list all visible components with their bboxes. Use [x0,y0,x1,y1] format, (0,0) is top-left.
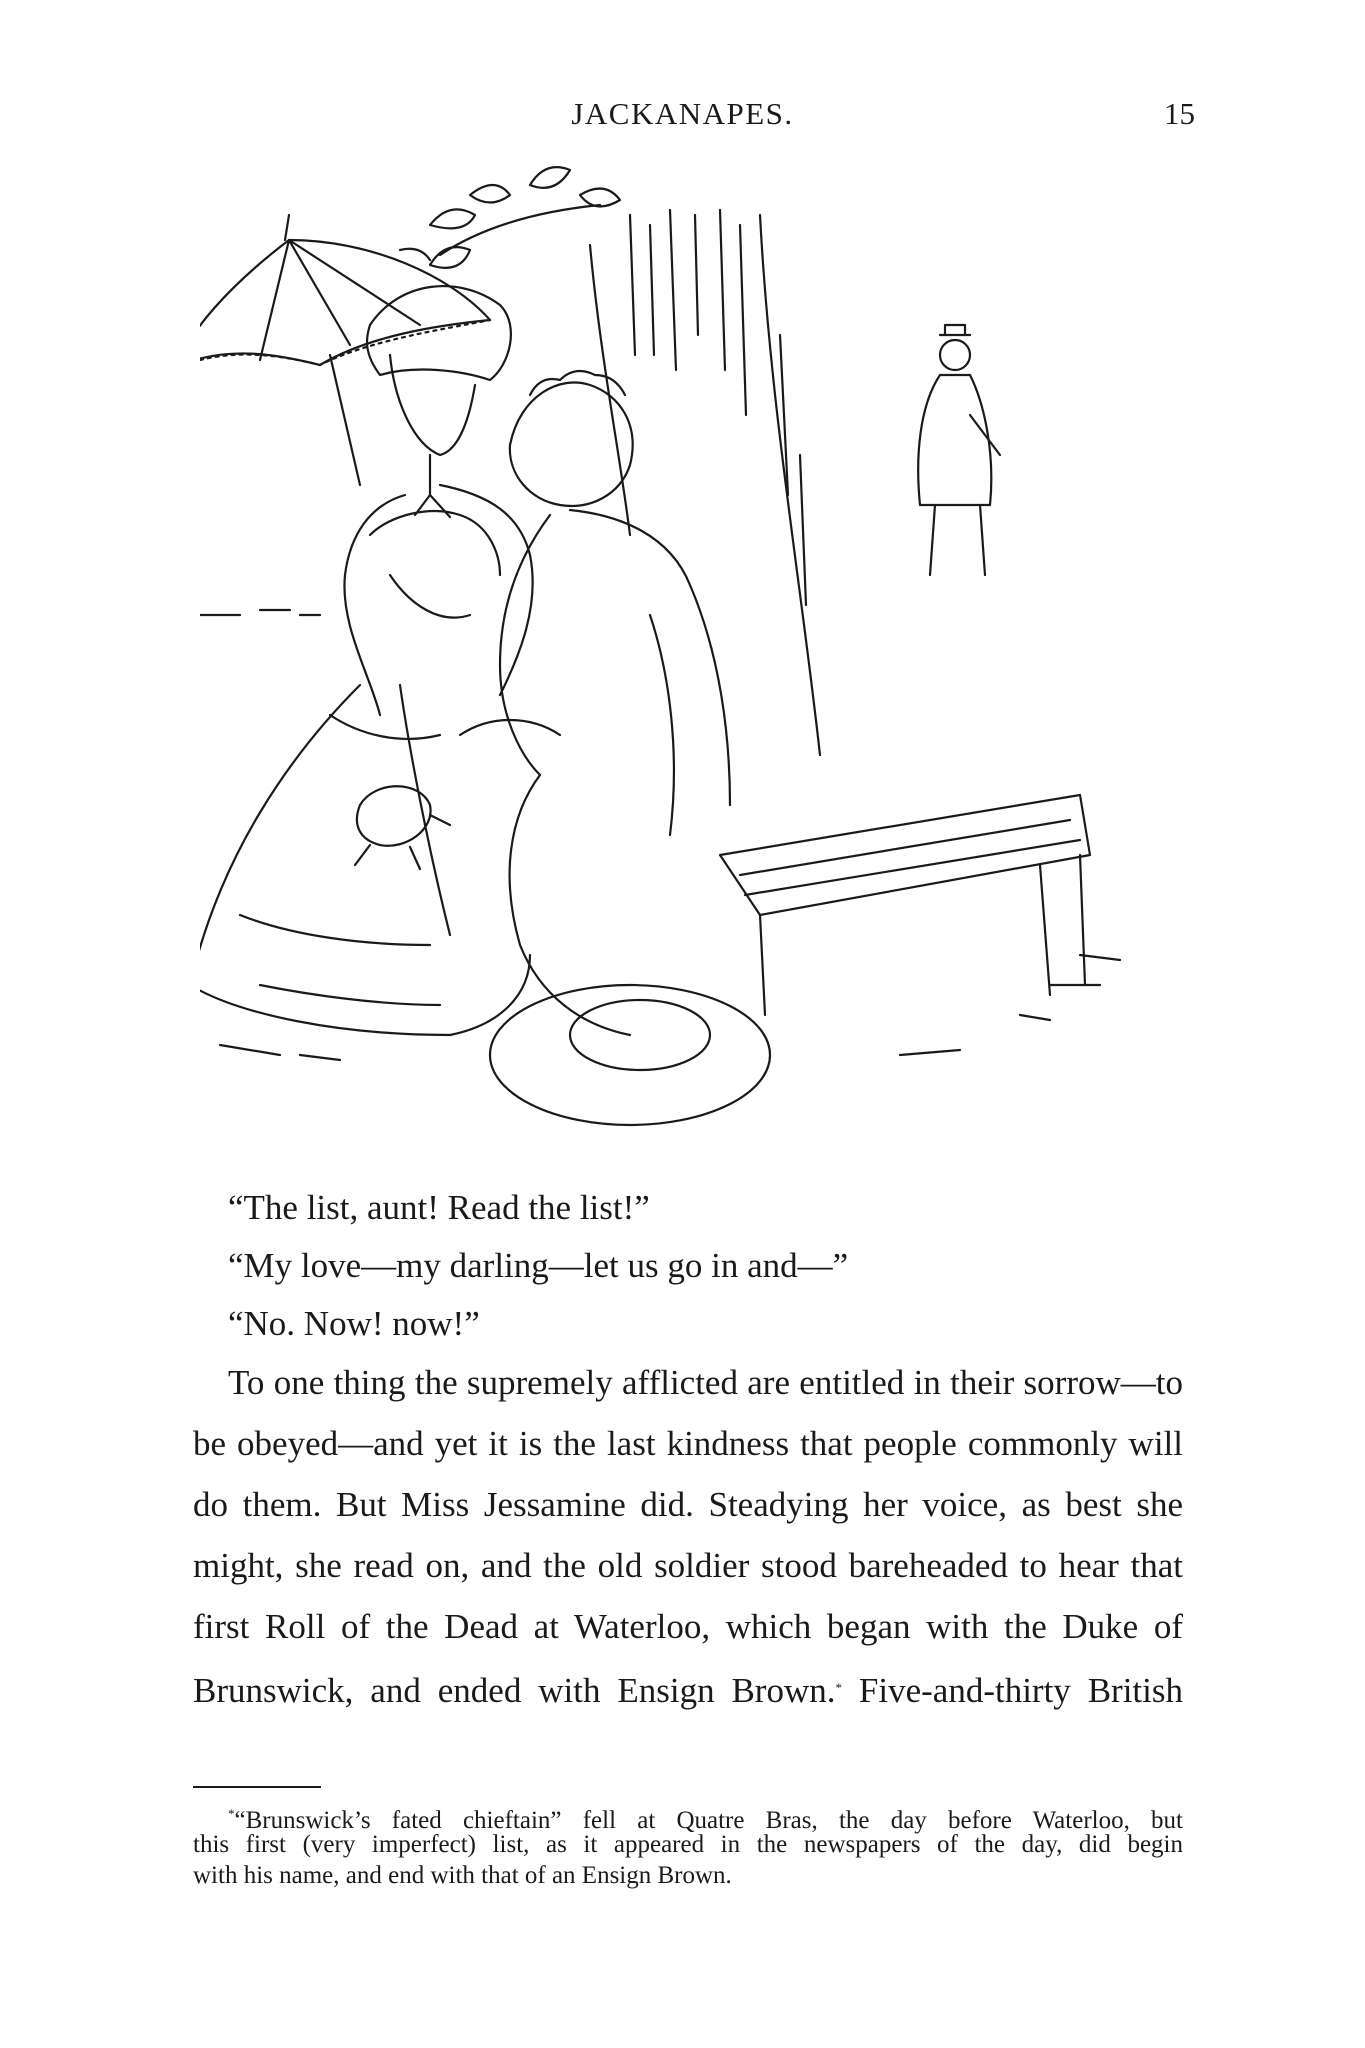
frog [355,786,450,869]
paragraph-line: To one thing the supremely afflicted are entitled in their sorrow—to [228,1363,1183,1402]
footnote-marker: * [228,1806,235,1821]
paragraph-line: might, she read on, and the old soldier stood bareheaded to hear that [193,1546,1183,1585]
footnote-text: “Brunswick’s fated chieftain” fell at Quatre Bras, the day before Waterloo, but [234,1807,1183,1834]
parasol [200,215,490,485]
lady-with-bonnet [200,286,533,1035]
leaves [400,167,620,268]
body-paragraph [193,1352,1183,1718]
young-woman [460,371,730,1035]
footnote-line: this first (very imperfect) list, as it appeared in the newspapers of the day, did begin [193,1831,1183,1858]
straw-hat [490,985,770,1125]
dialogue-line: “No. Now! now!” [228,1304,480,1343]
footnote-line [193,1798,1183,1834]
paragraph-line: be obeyed—and yet it is the last kindness that people commonly will [193,1424,1183,1463]
wicker-bench [720,795,1090,1015]
header-title: JACKANAPES. [571,96,794,131]
footnote-line: with his name, and end with that of an Ensign Brown. [193,1862,732,1889]
paragraph-line: do them. But Miss Jessamine did. Steadying her voice, as best she [193,1485,1183,1524]
tree-trunk [590,210,820,755]
engraving-illustration [200,155,1140,1185]
footnote-divider [193,1786,321,1788]
paragraph-text: Five-and-thirty British [842,1671,1183,1710]
soldier [918,325,1000,575]
page-number: 15 [1164,96,1195,131]
dialogue-line: “The list, aunt! Read the list!” [228,1188,650,1227]
footnote-reference[interactable]: * [835,1680,842,1695]
paragraph-line: first Roll of the Dead at Waterloo, which began with the Duke of [193,1607,1183,1646]
footnote [193,1798,1183,1891]
paragraph-line-last [193,1657,1183,1718]
paragraph-text: Brunswick, and ended with Ensign Brown. [193,1671,836,1710]
dialogue-line: “My love—my darling—let us go in and—” [228,1246,849,1285]
